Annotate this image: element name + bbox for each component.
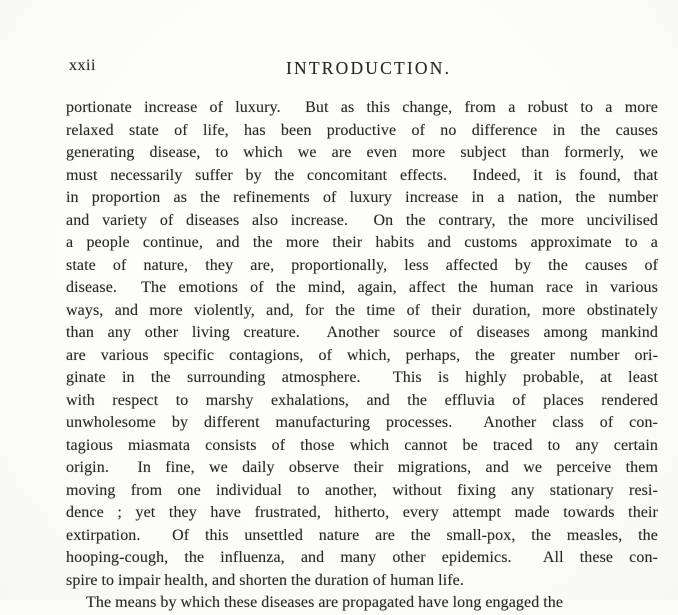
text-line: tagious miasmata consists of those which cannot be traced to any certain	[66, 436, 658, 454]
text-line: origin. In fine, we daily observe their migrations, and we perceive them	[66, 459, 658, 476]
text-line: relaxed state of life, has been productive of no difference in the causes	[66, 121, 658, 139]
text-line: hooping-cough, the influenza, and many other epidemics. All these con-	[66, 549, 658, 566]
text-line: a people continue, and the more their habits and customs approximate to a	[66, 234, 658, 251]
text-line: extirpation. Of this unsettled nature are the small-pox, the measles, the	[66, 526, 658, 544]
text-line: ginate in the surrounding atmosphere. This is highly probable, at least	[66, 369, 658, 386]
text-line: and variety of diseases also increase. On the contrary, the more uncivilised	[66, 211, 658, 229]
text-line: moving from one individual to another, without fixing any stationary resi-	[66, 481, 658, 499]
text-line: generating disease, to which we are even more subject than formerly, we	[66, 144, 658, 161]
text-line: spire to impair health, and shorten the duration of human life.	[66, 571, 464, 589]
text-line: unwholesome by different manufacturing processes. Another class of con-	[66, 414, 658, 431]
page-number: xxii	[69, 57, 96, 74]
text-line: state of nature, they are, proportionally, less affected by the causes of	[66, 256, 658, 274]
text-line: must necessarily suffer by the concomitant effects. Indeed, it is found, that	[66, 166, 658, 184]
page-title: INTRODUCTION.	[286, 58, 452, 78]
text-line: disease. The emotions of the mind, again, affect the human race in various	[66, 279, 658, 296]
text-line: with respect to marshy exhalations, and the effluvia of places rendered	[66, 391, 658, 409]
text-line: The means by which these diseases are propagated have long engaged the	[86, 594, 564, 611]
text-line: than any other living creature. Another source of diseases among mankind	[66, 324, 658, 341]
text-line: portionate increase of luxury. But as this change, from a robust to a more	[66, 99, 658, 116]
text-line: are various specific contagions, of which, perhaps, the greater number ori-	[66, 346, 658, 364]
text-line: in proportion as the refinements of luxury increase in a nation, the number	[66, 189, 658, 206]
text-block	[66, 97, 658, 615]
text-line: ways, and more violently, and, for the time of their duration, more obstinately	[66, 301, 658, 319]
text-line: dence ; yet they have frustrated, hitherto, every attempt made towards their	[66, 504, 658, 521]
